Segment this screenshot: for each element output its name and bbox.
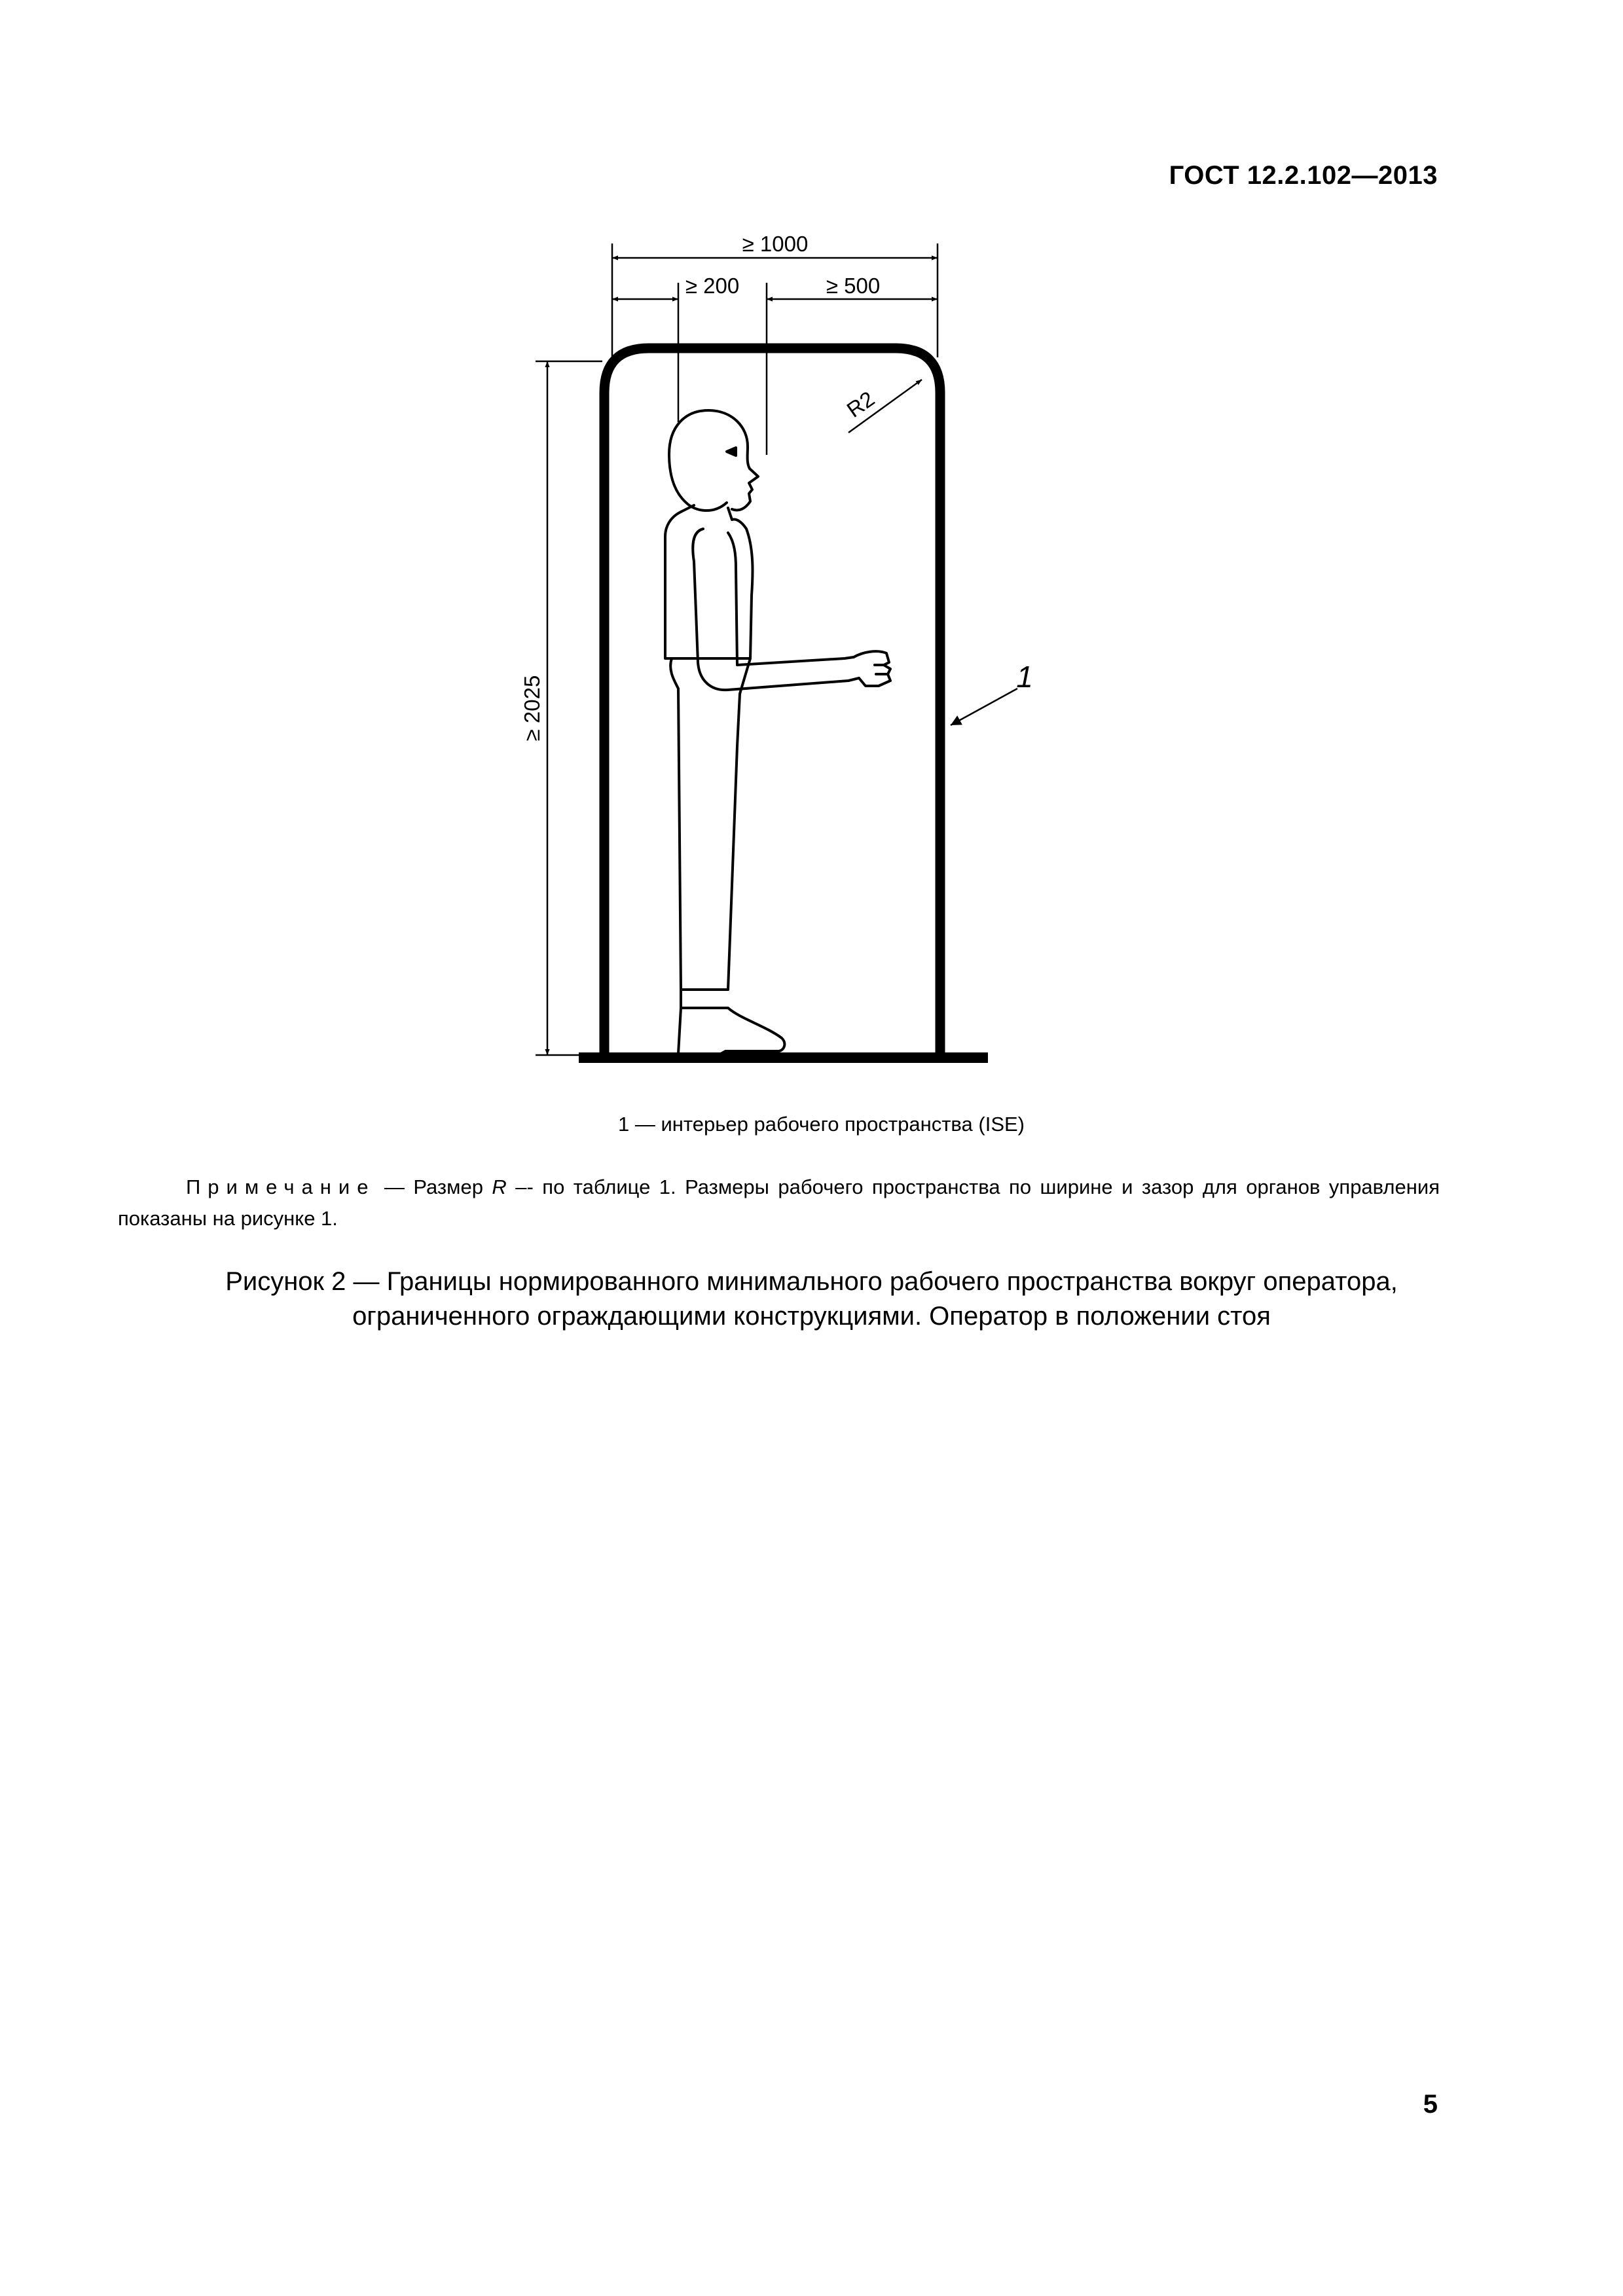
note-text-part1: — Размер [375,1175,492,1198]
floor-bar [579,1052,988,1063]
operator-shoe [681,1008,784,1056]
callout-leader [951,689,1017,725]
note-symbol: R [492,1175,507,1198]
caption-line-1: Рисунок 2 — Границы нормированного минимального рабочего пространства вокруг оператора, [225,1267,1398,1296]
operator-torso [665,512,753,658]
figure-legend: 1 — интерьер рабочего пространства (ISE) [618,1113,1025,1136]
workspace-figure [0,0,1623,1113]
dim-radius: R2 [842,386,879,422]
figure-note [118,1172,1440,1234]
dim-total-width: ≥ 1000 [742,232,809,256]
note-label: Примечание [186,1175,376,1198]
dim-front-space: ≥ 500 [826,274,881,298]
dim-height: ≥ 2025 [520,675,544,742]
figure-caption [0,1265,1623,1334]
dim-head-offset: ≥ 200 [685,274,740,298]
operator-head [669,410,758,511]
page-number: 5 [1423,2090,1438,2119]
standard-header: ГОСТ 12.2.102—2013 [1169,161,1438,190]
callout-label: 1 [1016,660,1033,694]
operator-figure [665,410,890,1056]
operator-legs [670,658,750,990]
dimension-lines [547,258,1017,1055]
note-text-part2: –- по таблице 1. Размеры рабочего пространства по ширине и зазор для органов управления показаны на рисунке 1. [118,1175,1440,1230]
enclosure-boundary [604,348,940,1057]
caption-line-2: ограниченного ограждающими конструкциями. Оператор в положении стоя [352,1302,1271,1331]
operator-eye [727,448,736,456]
operator-hand [854,651,890,686]
